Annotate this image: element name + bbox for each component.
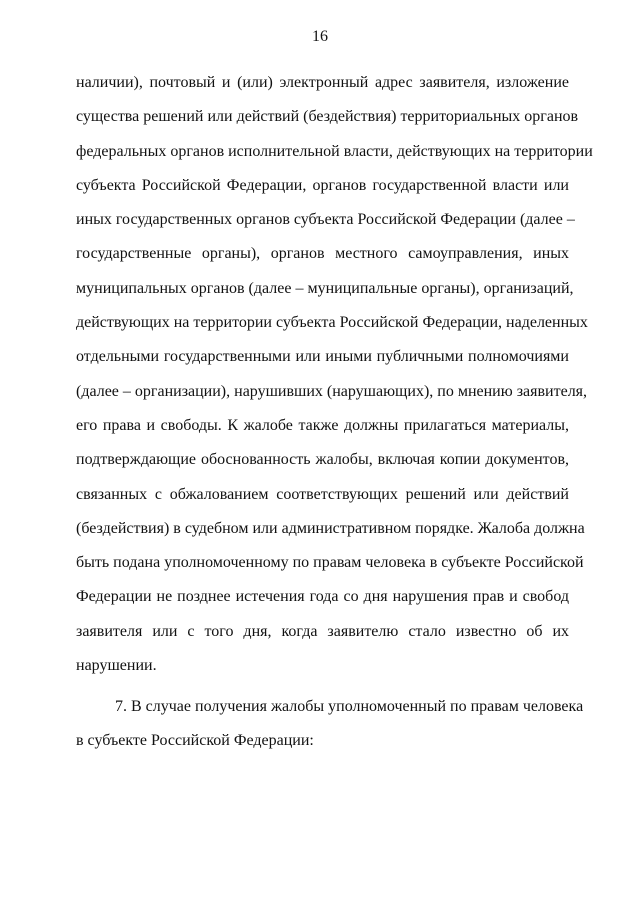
paragraph-item-7 xyxy=(76,690,584,759)
text-line: действующих на территории субъекта Российской Федерации, наделенных xyxy=(76,314,588,332)
text-line: отдельными государственными или иными публичными полномочиями xyxy=(76,348,569,366)
text-line: государственные органы), органов местного самоуправления, иных xyxy=(76,245,569,263)
text-line: существа решений или действий (бездействия) территориальных органов xyxy=(76,108,579,126)
text-line: его права и свободы. К жалобе также должны прилагаться материалы, xyxy=(76,416,569,434)
text-line: (далее – организации), нарушивших (нарушающих), по мнению заявителя, xyxy=(76,382,588,400)
text-line: связанных с обжалованием соответствующих решений или действий xyxy=(76,485,569,503)
text-line: наличии), почтовый и (или) электронный адрес заявителя, изложение xyxy=(76,74,569,91)
text-line: муниципальных органов (далее – муниципальные органы), организаций, xyxy=(76,279,574,297)
text-line: быть подана уполномоченному по правам человека в субъекте Российской xyxy=(76,554,584,572)
page-number: 16 xyxy=(312,28,328,45)
text-line: субъекта Российской Федерации, органов государственной власти или xyxy=(76,176,569,194)
text-line: (бездействия) в судебном или административном порядке. Жалоба должна xyxy=(76,519,585,537)
text-line: в субъекте Российской Федерации: xyxy=(76,732,314,750)
text-line: подтверждающие обоснованность жалобы, включая копии документов, xyxy=(76,451,569,469)
text-line: нарушении. xyxy=(76,657,157,675)
text-line: Федерации не позднее истечения года со дня нарушения прав и свобод xyxy=(76,588,569,606)
paragraph-continuation xyxy=(76,66,593,683)
text-line: 7. В случае получения жалобы уполномоченный по правам человека xyxy=(115,698,584,715)
text-line: заявителя или с того дня, когда заявителю стало известно об их xyxy=(76,622,569,640)
text-line: иных государственных органов субъекта Российской Федерации (далее – xyxy=(76,211,575,229)
text-line: федеральных органов исполнительной власти, действующих на территории xyxy=(76,142,593,160)
